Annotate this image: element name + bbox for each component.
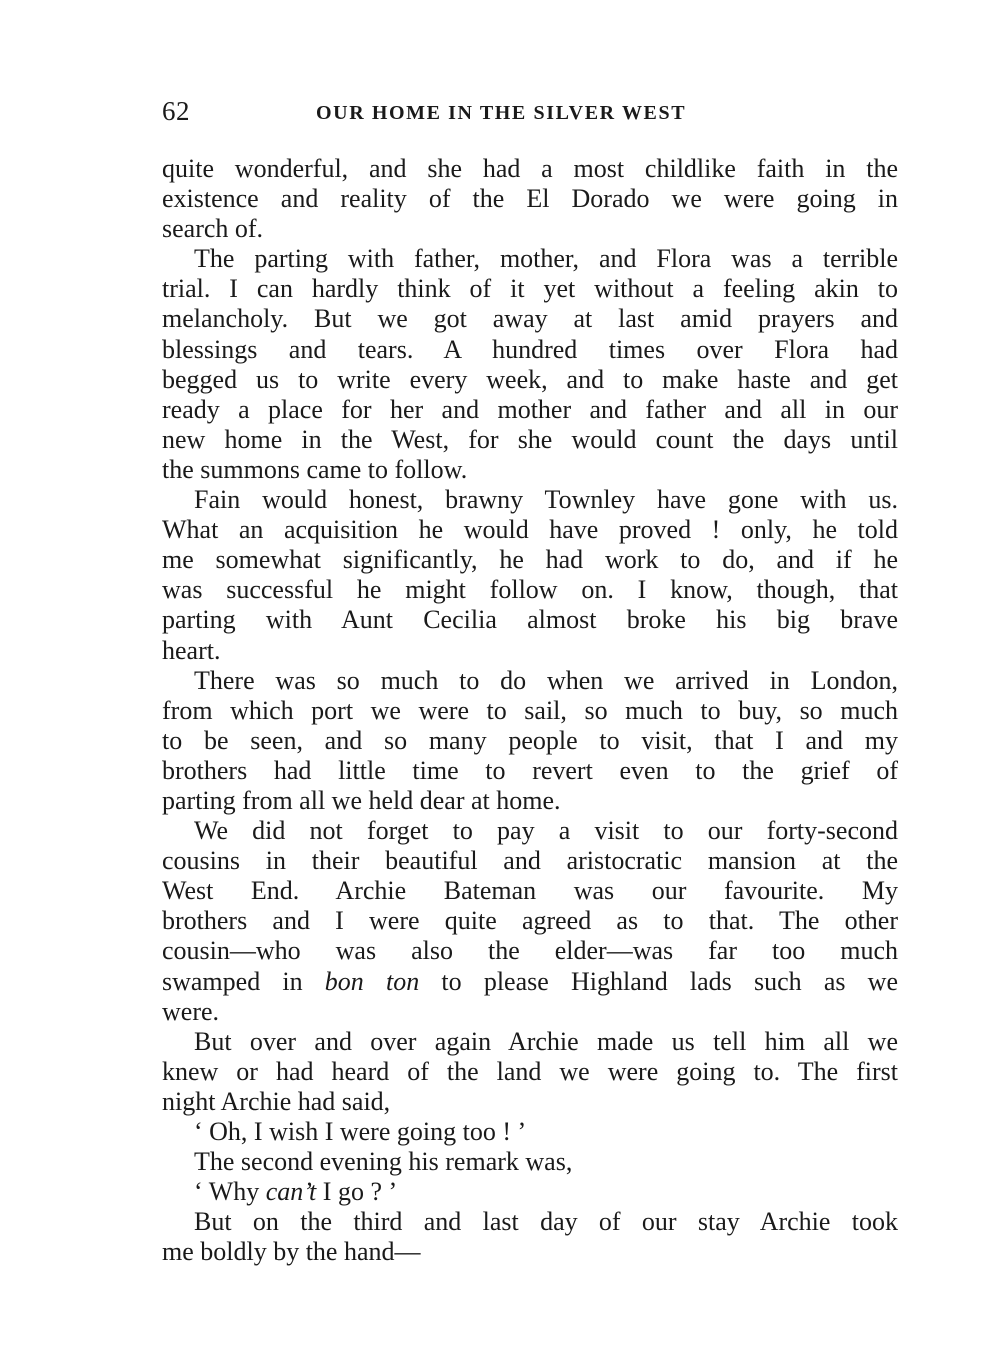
- text-line: knew or had heard of the land we were going to. The first: [162, 1056, 898, 1086]
- text-line: West End. Archie Bateman was our favourite. My: [162, 876, 898, 906]
- text-line: But over and over again Archie made us tell him all we: [194, 1026, 898, 1056]
- text-line: We did not forget to pay a visit to our forty-second: [194, 816, 898, 846]
- text-line: cousin—who was also the elder—was far too much: [162, 936, 898, 966]
- text-span: ‘ Why: [194, 1177, 260, 1207]
- text-line: search of.: [162, 214, 264, 244]
- text-line: But on the third and last day of our stay Archie took: [194, 1207, 898, 1237]
- text-line: to be seen, and so many people to visit, that I and my: [162, 725, 898, 755]
- text-line: new home in the West, for she would count the days until: [162, 424, 898, 454]
- text-line: trial. I can hardly think of it yet without a feeling akin to: [162, 274, 898, 304]
- running-title: OUR HOME IN THE SILVER WEST: [316, 102, 687, 124]
- page-number: 62: [162, 96, 190, 126]
- text-span: I go ? ’: [322, 1177, 398, 1207]
- text-line: What an acquisition he would have proved ! only, he told: [162, 515, 898, 545]
- text-line: cousins in their beautiful and aristocratic mansion at the: [162, 846, 898, 876]
- text-line: ‘ Oh, I wish I were going too ! ’: [194, 1117, 527, 1146]
- text-line: heart.: [162, 635, 221, 665]
- text-line: the summons came to follow.: [162, 454, 468, 484]
- text-line: brothers and I were quite agreed as to that. The other: [162, 906, 898, 936]
- text-line: The second evening his remark was,: [194, 1147, 573, 1177]
- text-line: from which port we were to sail, so much to buy, so much: [162, 695, 898, 725]
- italic-word: can’t: [265, 1177, 317, 1207]
- text-line: me boldly by the hand—: [162, 1237, 421, 1267]
- text-line: begged us to write every week, and to make haste and get: [162, 364, 898, 394]
- text-line: ready a place for her and mother and father and all in our: [162, 394, 898, 424]
- text-line: were.: [162, 996, 220, 1026]
- text-line: brothers had little time to revert even to the grief of: [162, 755, 898, 785]
- text-line: existence and reality of the El Dorado we were going in: [162, 184, 898, 214]
- text-span: swamped in: [162, 966, 303, 996]
- text-line: was successful he might follow on. I know, though, that: [162, 575, 898, 605]
- text-line: me somewhat significantly, he had work to do, and if he: [162, 545, 898, 575]
- text-line: parting from all we held dear at home.: [162, 785, 561, 815]
- body-text: [162, 154, 898, 1267]
- text-line: parting with Aunt Cecilia almost broke his big brave: [162, 605, 898, 635]
- text-line: Fain would honest, brawny Townley have gone with us.: [194, 485, 898, 515]
- text-line: night Archie had said,: [162, 1086, 391, 1116]
- text-line: melancholy. But we got away at last amid prayers and: [162, 304, 898, 334]
- text-line: blessings and tears. A hundred times over Flora had: [162, 334, 898, 364]
- italic-phrase: bon ton: [324, 966, 420, 996]
- text-line: The parting with father, mother, and Flora was a terrible: [194, 244, 898, 274]
- text-line: [162, 967, 898, 997]
- text-line: quite wonderful, and she had a most childlike faith in the: [162, 154, 898, 183]
- text-span: to please Highland lads such as we: [441, 966, 898, 996]
- running-head: [162, 96, 898, 132]
- text-line: [162, 1177, 898, 1207]
- text-line: There was so much to do when we arrived in London,: [194, 665, 898, 695]
